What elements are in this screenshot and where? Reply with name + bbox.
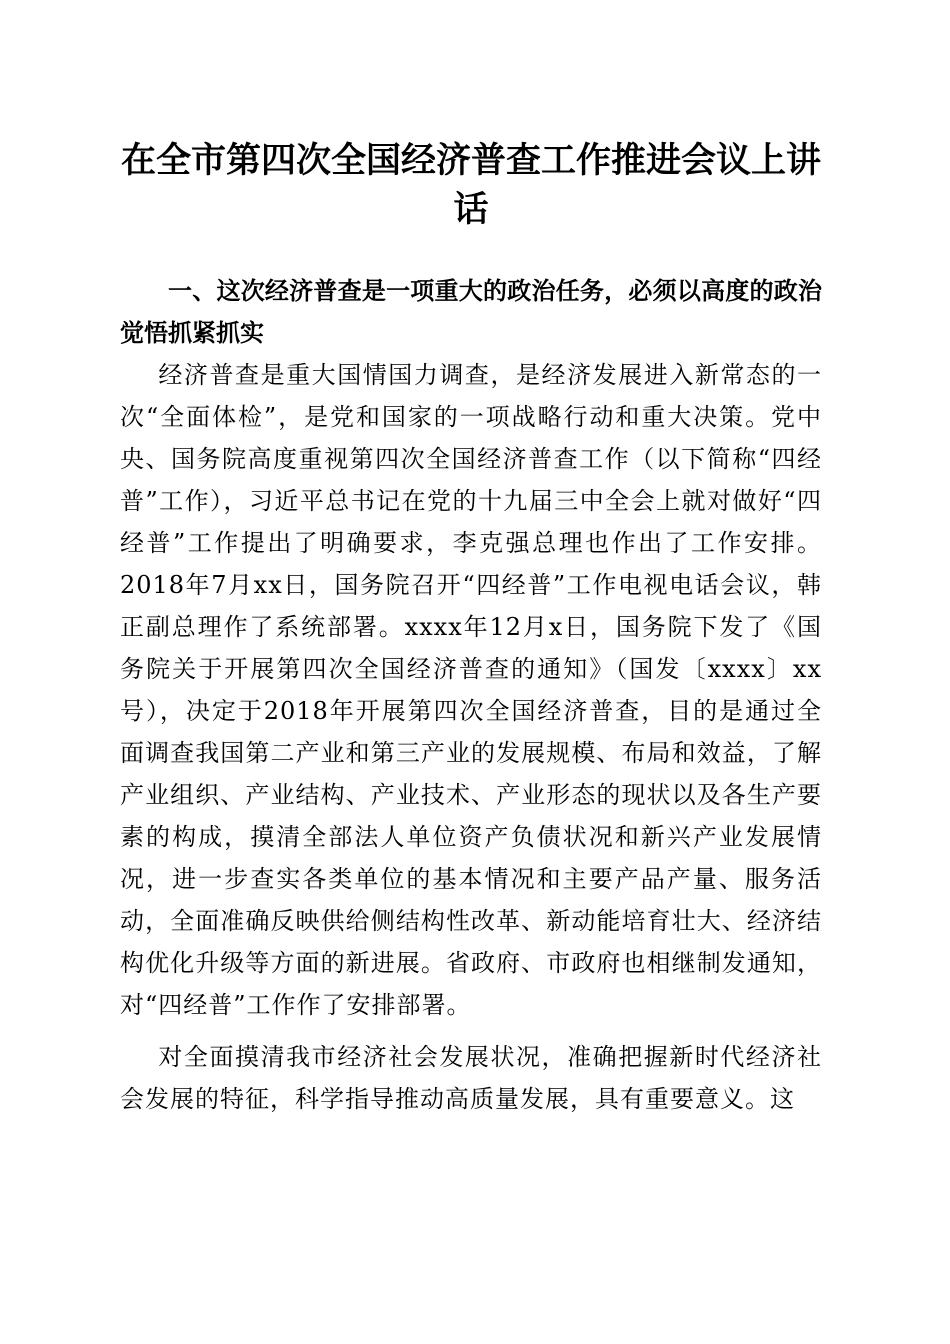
body-paragraph: 对全面摸清我市经济社会发展状况，准确把握新时代经济社会发展的特征，科学指导推动高质量发展，具有重要意义。这 (120, 1043, 822, 1113)
body-paragraph: 经济普查是重大国情国力调查，是经济发展进入新常态的一次“全面体检”，是党和国家的一项战略行动和重大决策。党中央、国务院高度重视第四次全国经济普查工作（以下简称“四经普”工作），习近平总书记在党的十九届三中全会上就对做好“四经普”工作提出了明确要求，李克强总理也作出了工作安排。2018年7月xx日，国务院召开“四经普”工作电视电话会议，韩正副总理作了系统部署。xxxx年12月x日，国务院下发了《国务院关于开展第四次全国经济普查的通知》（国发〔xxxx〕xx号），决定于2018年开展第四次全国经济普查，目的是通过全面调查我国第二产业和第三产业的发展规模、布局和效益，了解产业组织、产业结构、产业技术、产业形态的现状以及各生产要素的构成，摸清全部法人单位资产负债状况和新兴产业发展情况，进一步查实各类单位的基本情况和主要产品产量、服务活动，全面准确反映供给侧结构性改革、新动能培育壮大、经济结构优化升级等方面的新进展。省政府、市政府也相继制发通知，对“四经普”工作作了安排部署。 (120, 361, 822, 1019)
section-heading: 一、这次经济普查是一项重大的政治任务，必须以高度的政治觉悟抓紧抓实 (120, 277, 822, 347)
document-page (120, 136, 822, 1120)
document-title: 在全市第四次全国经济普查工作推进会议上讲话 (120, 140, 821, 230)
